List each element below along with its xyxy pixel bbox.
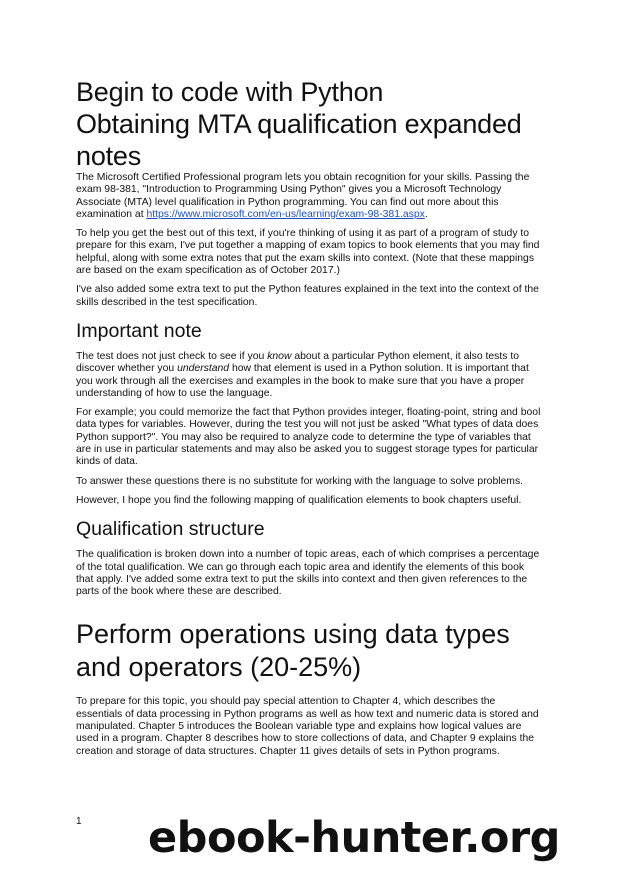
intro-paragraph-2: To help you get the best out of this text, if you're thinking of using it as part of a program of study to prepare for this exam, I've put together a mapping of exam topics to book elements that you may find helpful, along with some extra notes that put the exam skills into context. (Note that these mappings are based on the exam specification as of October 2017.): [76, 228, 540, 277]
intro-end: .: [424, 208, 428, 220]
note-text-b: about a particular Python element, it also tests to discover whether you: [76, 350, 520, 375]
emphasis-understand: understand: [177, 363, 230, 375]
page-number: 1: [76, 816, 82, 827]
important-note-paragraph-2: For example; you could memorize the fact that Python provides integer, floating-point, string and bool data types for variables. However, during the test you will not just be asked "What types of data does Python support?". You may also be required to analyze code to determine the type of variables that are in use in particular statements and may also be asked you to suggest storage types for particular kinds of data.: [76, 407, 541, 468]
emphasis-know: know: [267, 350, 292, 362]
title-line-1: Begin to code with Python: [76, 77, 384, 107]
intro-paragraph-1: [76, 172, 542, 221]
section-paragraph-data-types: To prepare for this topic, you should pay special attention to Chapter 4, which describes the essentials of data processing in Python programs as well as how text and numeric data is stored and manipulated. Chapter 5 introduces the Boolean variable type and explains how logical values are used in a program. Chapter 8 describes how to store collections of data, and Chapter 9 explains the creation and storage of data structures. Chapter 11 gives details of sets in Python programs.: [76, 696, 539, 757]
qualification-structure-paragraph: The qualification is broken down into a number of topic areas, each of which comprises a percentage of the total qualification. We can go through each topic area and identify the elements of this book that apply. I've added some extra text to put the skills into context and then given references to the parts of the book where these are described.: [76, 549, 540, 598]
important-note-heading: Important note: [76, 319, 202, 342]
note-text-c: how that element is used in a Python solution. It is important that you work through all the exercises and examples in the book to make sure that you have a proper understanding of how to use the language.: [76, 363, 529, 399]
important-note-paragraph-4: However, I hope you find the following mapping of qualification elements to book chapters useful.: [76, 494, 522, 506]
watermark-text: ebook-hunter.org: [148, 813, 560, 863]
section-heading-data-types: Perform operations using data types and operators (20-25%): [76, 619, 510, 683]
intro-text: The Microsoft Certified Professional program lets you obtain recognition for your skills. Passing the exam 98-381, "Introduction to Programming Using Python" gives you a Microsoft Technology Associate (MTA) level qualification in Python programming. You can find out more about this examination at: [76, 172, 530, 220]
important-note-paragraph-1: [76, 351, 542, 400]
title-line-2: Obtaining MTA qualification expanded notes: [76, 109, 522, 171]
intro-paragraph-3: I've also added some extra text to put the Python features explained in the text into the context of the skills described in the test specification.: [76, 284, 539, 308]
qualification-structure-heading: Qualification structure: [76, 518, 265, 541]
exam-link[interactable]: https://www.microsoft.com/en-us/learning/exam-98-381.aspx: [146, 208, 425, 220]
page-content: [76, 76, 542, 765]
document-title: [76, 76, 542, 172]
note-text-a: The test does not just check to see if you: [76, 350, 268, 362]
important-note-paragraph-3: To answer these questions there is no substitute for working with the language to solve problems.: [76, 475, 524, 487]
